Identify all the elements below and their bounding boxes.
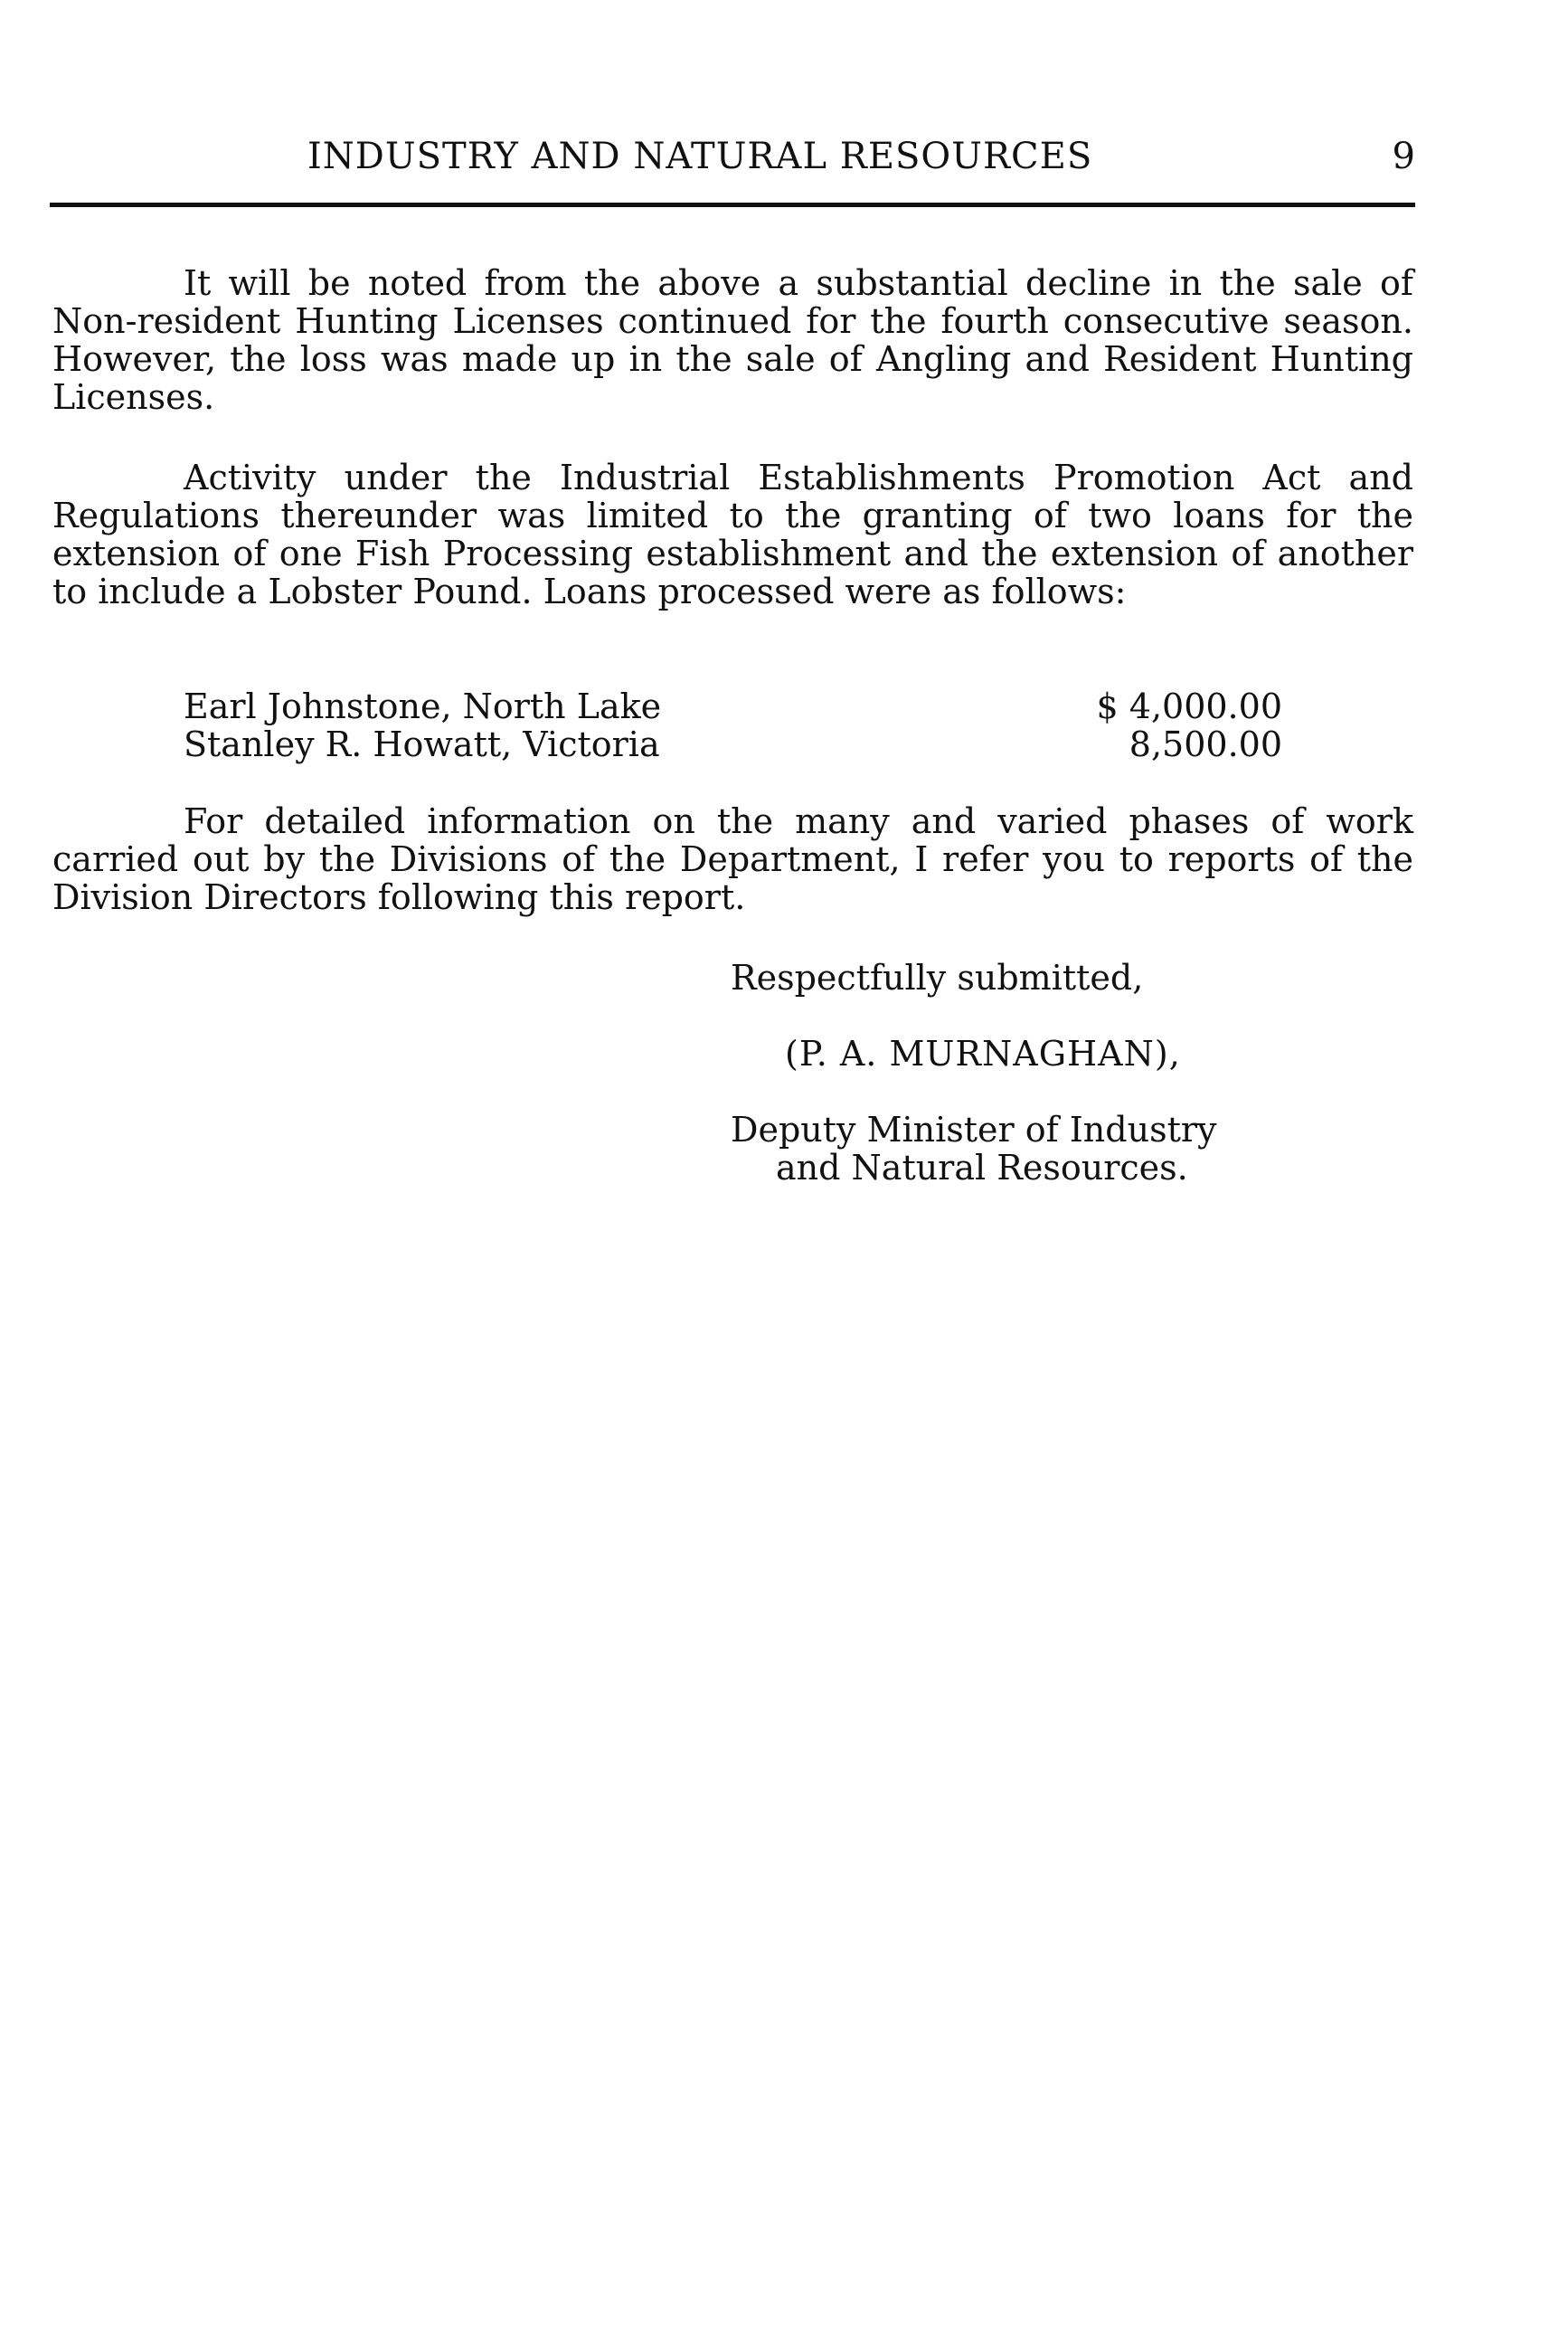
paragraph-loan-activity: Activity under the Industrial Establishments Promotion Act and Regulations thereunder was limited to the granting of two loans for the extension of one Fish Processing establishment and the extension of another to include a Lobster Pound. Loans processed were as follows: — [52, 458, 1413, 611]
loan-recipient: Stanley R. Howatt, Victoria — [184, 724, 660, 764]
running-title: INDUSTRY AND NATURAL RESOURCES — [307, 136, 1093, 177]
paragraph-division-reports: For detailed information on the many and varied phases of work carried out by the Divisions of the Department, I refer you to reports of the Division Directors following this report. — [52, 801, 1413, 917]
signer-title-line-2: and Natural Resources. — [776, 1148, 1188, 1188]
paragraph-license-decline: It will be noted from the above a substantial decline in the sale of Non-resident Hunting Licenses continued for the fourth consecutive season. However, the loss was made up in the sale of Angling and Resident Hunting Licenses. — [52, 263, 1413, 417]
loan-recipient: Earl Johnstone, North Lake — [184, 686, 662, 726]
loan-amount: 8,500.00 — [1129, 724, 1282, 764]
signer-title-line-1: Deputy Minister of Industry — [731, 1110, 1217, 1150]
loan-row — [184, 725, 1282, 763]
loans-list — [184, 687, 1282, 763]
signer-name: (P. A. MURNAGHAN), — [785, 1034, 1181, 1074]
loan-row — [184, 687, 1282, 725]
loan-amount: $ 4,000.00 — [1096, 686, 1282, 726]
running-header — [50, 136, 1415, 190]
page-number: 9 — [1392, 136, 1415, 177]
closing-line: Respectfully submitted, — [731, 958, 1144, 998]
header-rule — [50, 203, 1415, 207]
